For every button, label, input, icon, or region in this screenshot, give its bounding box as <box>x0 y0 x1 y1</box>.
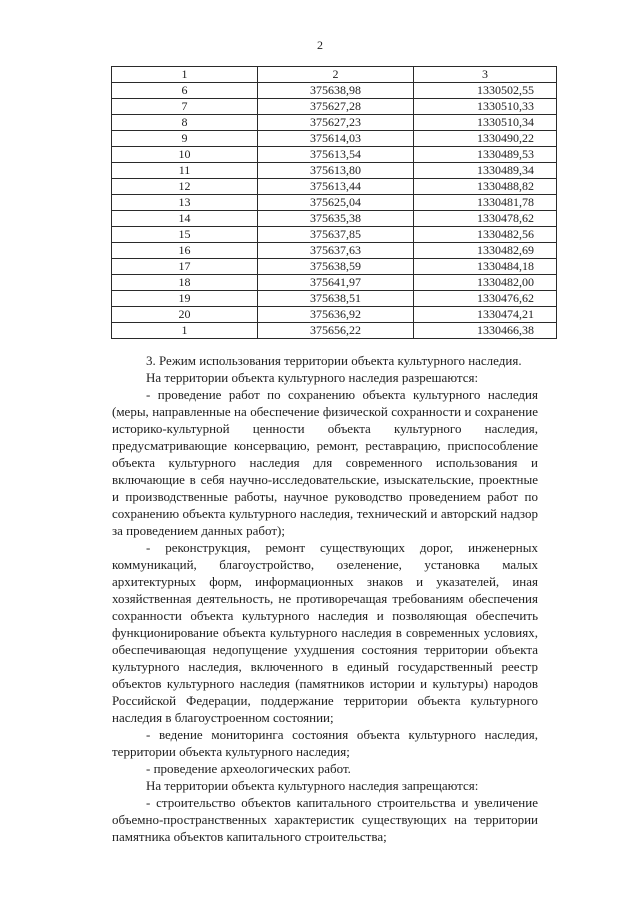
table-cell: 375636,92 <box>258 307 414 323</box>
table-cell: 1330482,69 <box>414 243 557 259</box>
table-row <box>112 115 557 131</box>
table-cell: 10 <box>112 147 258 163</box>
coordinates-table <box>111 66 557 339</box>
table-cell: 8 <box>112 115 258 131</box>
paragraph: - ведение мониторинга состояния объекта культурного наследия, территории объекта культурного наследия; <box>112 727 538 759</box>
table-cell: 1330474,21 <box>414 307 557 323</box>
table-row <box>112 179 557 195</box>
table-cell: 11 <box>112 163 258 179</box>
table-cell: 1330466,38 <box>414 323 557 339</box>
page-number: 2 <box>317 38 323 52</box>
document-text <box>112 352 538 845</box>
table-cell: 1330481,78 <box>414 195 557 211</box>
table-cell: 1330482,00 <box>414 275 557 291</box>
table-cell: 19 <box>112 291 258 307</box>
table-row <box>112 259 557 275</box>
column-header: 1 <box>112 67 258 83</box>
table-cell: 14 <box>112 211 258 227</box>
table-cell: 375614,03 <box>258 131 414 147</box>
table-cell: 9 <box>112 131 258 147</box>
table-cell: 1330482,56 <box>414 227 557 243</box>
table-cell: 375638,98 <box>258 83 414 99</box>
table-row <box>112 291 557 307</box>
table-cell: 1330510,33 <box>414 99 557 115</box>
paragraph: 3. Режим использования территории объекта культурного наследия. <box>146 353 522 368</box>
table-cell: 375635,38 <box>258 211 414 227</box>
paragraph: На территории объекта культурного наследия запрещаются: <box>146 778 479 793</box>
table-row <box>112 147 557 163</box>
paragraph: - проведение работ по сохранению объекта культурного наследия (меры, направленные на обеспечение физической сохранности и сохранение историко-культурной ценности объекта культурного наследия, предусматривающие консервацию, ремонт, реставрацию, приспособление объекта культурного наследия для современного использования и включающие в себя научно-исследовательские, изыскательские, проектные и производственные работы, научное руководство проведением работ по сохранению объекта культурного наследия, технический и авторский надзор за проведением данных работ); <box>112 387 538 538</box>
table-row <box>112 99 557 115</box>
table-cell: 375627,28 <box>258 99 414 115</box>
table-row <box>112 163 557 179</box>
table-cell: 1 <box>112 323 258 339</box>
column-header: 2 <box>258 67 414 83</box>
table-cell: 1330478,62 <box>414 211 557 227</box>
column-header: 3 <box>414 67 557 83</box>
table-header-row <box>112 67 557 83</box>
table-cell: 18 <box>112 275 258 291</box>
table-body <box>112 83 557 339</box>
table-row <box>112 227 557 243</box>
table-cell: 375641,97 <box>258 275 414 291</box>
table-cell: 375637,85 <box>258 227 414 243</box>
table-cell: 1330488,82 <box>414 179 557 195</box>
table-cell: 1330490,22 <box>414 131 557 147</box>
table-cell: 1330484,18 <box>414 259 557 275</box>
table-row <box>112 243 557 259</box>
table-cell: 375656,22 <box>258 323 414 339</box>
table-row <box>112 211 557 227</box>
table-row <box>112 323 557 339</box>
paragraph: - проведение археологических работ. <box>146 761 351 776</box>
table-cell: 7 <box>112 99 258 115</box>
table-row <box>112 307 557 323</box>
table-cell: 15 <box>112 227 258 243</box>
table-row <box>112 131 557 147</box>
table-cell: 375613,44 <box>258 179 414 195</box>
table-cell: 375627,23 <box>258 115 414 131</box>
table-cell: 375638,59 <box>258 259 414 275</box>
table-cell: 375638,51 <box>258 291 414 307</box>
table-cell: 16 <box>112 243 258 259</box>
table-cell: 1330502,55 <box>414 83 557 99</box>
table-cell: 375637,63 <box>258 243 414 259</box>
table-cell: 17 <box>112 259 258 275</box>
table-cell: 1330489,34 <box>414 163 557 179</box>
table-cell: 375613,80 <box>258 163 414 179</box>
table-cell: 1330489,53 <box>414 147 557 163</box>
paragraph: На территории объекта культурного наследия разрешаются: <box>146 370 479 385</box>
table-row <box>112 83 557 99</box>
table-cell: 13 <box>112 195 258 211</box>
table-cell: 1330476,62 <box>414 291 557 307</box>
paragraph: - реконструкция, ремонт существующих дорог, инженерных коммуникаций, благоустройство, озеленение, установка малых архитектурных форм, информационных знаков и указателей, иная хозяйственная деятельность, не противоречащая требованиям обеспечения сохранности объекта культурного наследия и позволяющая обеспечить функционирование объекта культурного наследия в современных условиях, обеспечивающая недопущение ухудшения состояния территории объекта культурного наследия, включенного в единый государственный реестр объектов культурного наследия (памятников истории и культуры) народов Российской Федерации, поддержание территории объекта культурного наследия в благоустроенном состоянии; <box>112 540 538 725</box>
table-cell: 1330510,34 <box>414 115 557 131</box>
table-cell: 12 <box>112 179 258 195</box>
paragraph: - строительство объектов капитального строительства и увеличение объемно-пространственных характеристик существующих на территории памятника объектов капитального строительства; <box>112 795 538 844</box>
table-cell: 20 <box>112 307 258 323</box>
table-cell: 375613,54 <box>258 147 414 163</box>
table-cell: 375625,04 <box>258 195 414 211</box>
table-row <box>112 275 557 291</box>
table-row <box>112 195 557 211</box>
table-cell: 6 <box>112 83 258 99</box>
